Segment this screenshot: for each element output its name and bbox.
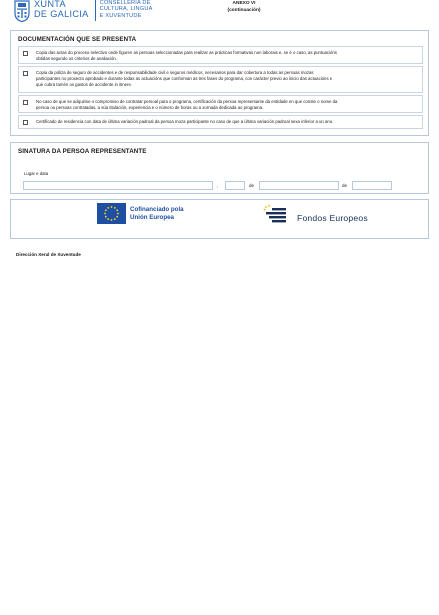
dept-line1: CONSELLERÍA DE — [99, 0, 151, 6]
fondos-europeos-icon — [263, 204, 291, 231]
signature-title: SINATURA DA PERSOA REPRESENTANTE — [18, 148, 147, 155]
de-separator-2: de — [342, 183, 348, 188]
document-checkbox-2[interactable] — [23, 71, 28, 76]
place-field[interactable] — [23, 181, 213, 190]
document-item-3 — [18, 95, 423, 113]
org-name — [34, 0, 89, 19]
dept-line3: E XUVENTUDE — [99, 12, 142, 19]
org-name-line2: DE GALICIA — [34, 8, 89, 19]
annex-label — [214, 0, 274, 14]
day-field[interactable] — [225, 181, 245, 190]
fondos-europeos-logo — [263, 204, 368, 231]
org-name-line1: XUNTA — [34, 0, 66, 9]
document-text-4: Certificado de residencia con data de última variación padroal da persoa moza participante no caso de que a última variación padroal sexa inferior a un ano. — [36, 119, 334, 124]
annex-subtitle: (continuación) — [227, 8, 261, 13]
documents-section — [10, 30, 429, 136]
department-name — [100, 0, 153, 19]
logo-divider — [95, 0, 96, 21]
document-item-2 — [18, 66, 423, 93]
comma-separator: , — [217, 183, 219, 188]
document-text-3: No caso de que se adquirise o compromiso de contratar persoal para o programa, certificación da persoa representante da entidade en que conste o nome da persoa ou persoas contratadas, a súa titulación, experiencia e o número de horas ou a xornada dedicada ao programa. — [36, 99, 338, 111]
fondos-europeos-text: Fondos Europeos — [297, 212, 368, 223]
xunta-logo — [14, 0, 153, 24]
dept-line2: CULTURA, LINGUA — [99, 6, 153, 13]
document-checkbox-3[interactable] — [23, 100, 28, 105]
xunta-emblem-icon — [14, 0, 30, 22]
signature-section — [10, 142, 429, 194]
funding-section — [10, 199, 429, 239]
year-field[interactable] — [352, 181, 392, 190]
eu-flag-icon — [97, 203, 126, 224]
annex-title: ANEXO VI — [232, 1, 256, 6]
document-text-2: Copia da póliza de seguro de accidentes e de responsabilidade civil e seguros médicos, necesarios para dar cobertura a todas as persoas mozas participantes no proxecto aprobado e durante todas as actuacións que conforman as tres fases do programa, con carácter previo ao inicio das actuacións e que cubra tamén os gastos de accidente in itinere. — [36, 70, 333, 88]
month-field[interactable] — [259, 181, 339, 190]
document-checkbox-1[interactable] — [23, 51, 28, 56]
document-text-1: Copia das actas do proceso selectivo onde figuren as persoas seleccionadas para realizar as prácticas formativas non laborais e, se é o caso, as puntuacións obtidas segundo os criterios de avaliación. — [36, 50, 337, 62]
document-item-4 — [18, 115, 423, 129]
document-item-1 — [18, 46, 423, 64]
de-separator-1: de — [249, 183, 255, 188]
place-date-label: Lugar e data — [24, 171, 49, 176]
document-header — [14, 0, 434, 24]
eu-cofinancing-logo — [97, 203, 184, 224]
footer-organization: Dirección Xeral de Xuventude — [16, 252, 81, 257]
documents-title: DOCUMENTACIÓN QUE SE PRESENTA — [18, 36, 137, 43]
document-checkbox-4[interactable] — [23, 120, 28, 125]
eu-cofinancing-text: Cofinanciado pola Unión Europea — [130, 205, 184, 221]
